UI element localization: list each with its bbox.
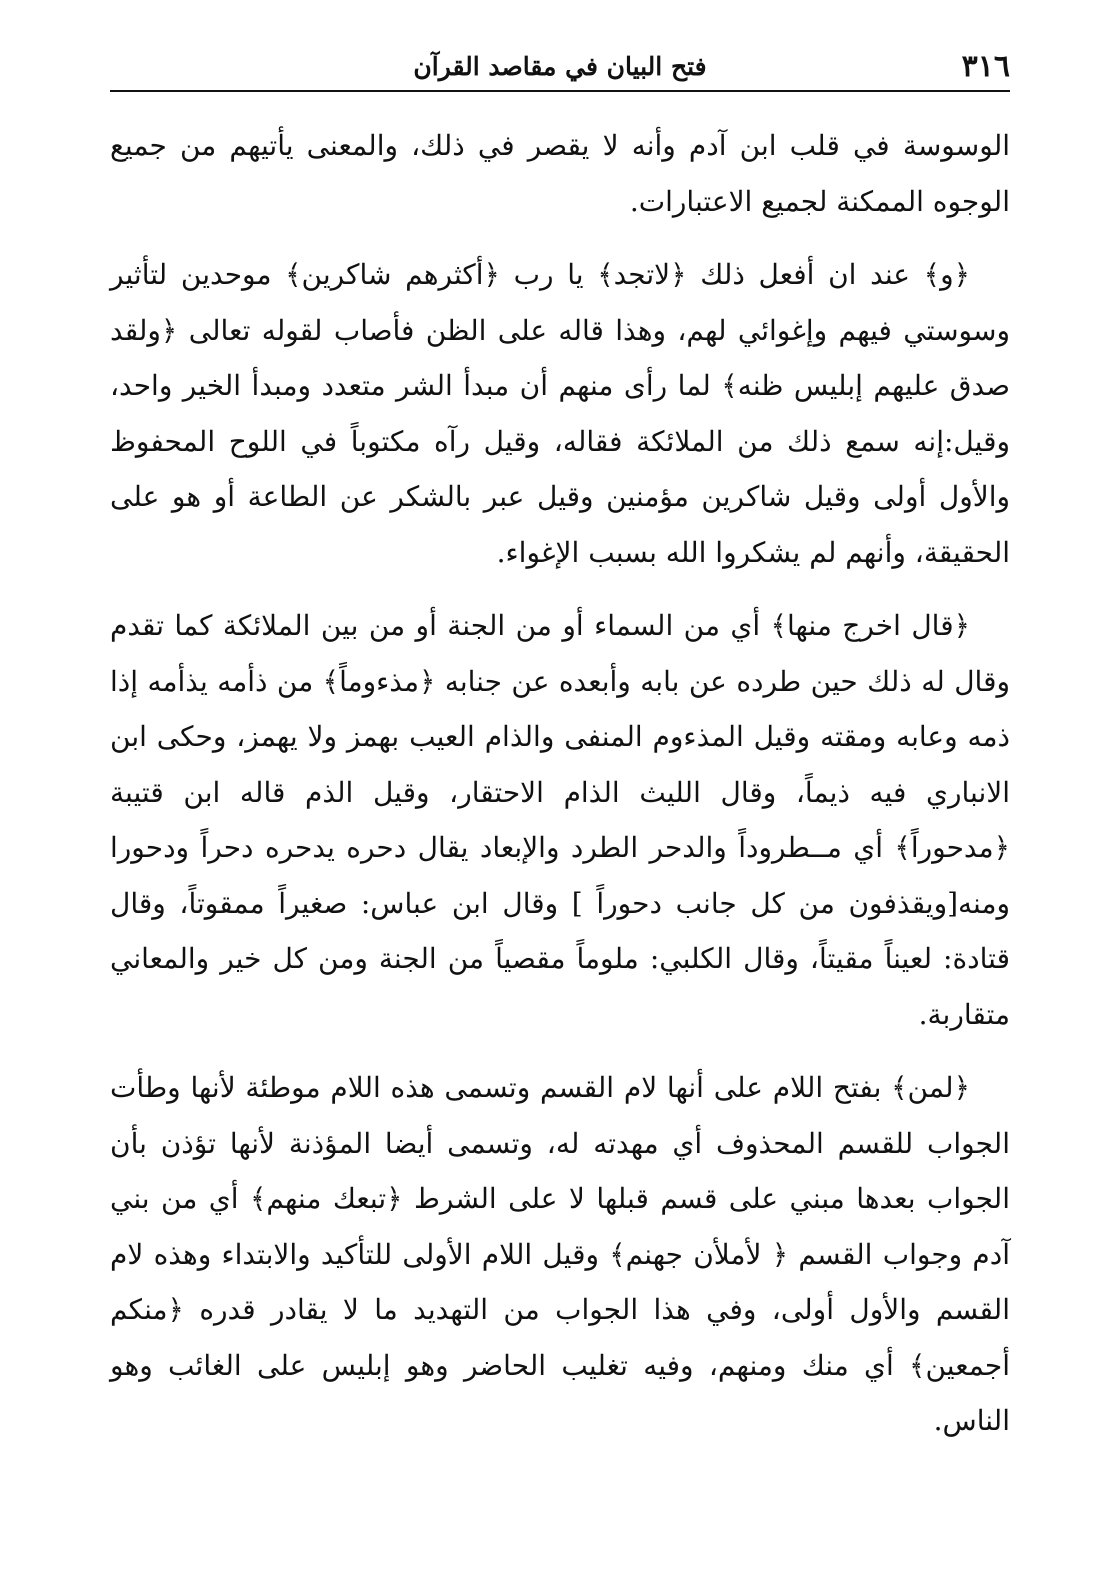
- paragraph-2: ﴿و﴾ عند ان أفعل ذلك ﴿لاتجد﴾ يا رب ﴿أكثرهم شاكرين﴾ موحدين لتأثير وسوستي فيهم وإغوائي لهم، وهذا قاله على الظن فأصاب لقوله تعالى ﴿ولقد صدق عليهم إبليس ظنه﴾ لما رأى منهم أن مبدأ الشر متعدد ومبدأ الخير واحد، وقيل:إنه سمع ذلك من الملائكة فقاله، وقيل رآه مكتوباً في اللوح المحفوظ والأول أولى وقيل شاكرين مؤمنين وقيل عبر بالشكر عن الطاعة أو هو على الحقيقة، وأنهم لم يشكروا الله بسبب الإغواء.: [110, 258, 1010, 569]
- page-header: [110, 44, 1010, 90]
- page-body: [110, 118, 1010, 1467]
- book-title: فتح البيان في مقاصد القرآن: [413, 52, 707, 81]
- page-number: ٣١٦: [961, 49, 1010, 84]
- paragraph-3: ﴿قال اخرج منها﴾ أي من السماء أو من الجنة أو من بين الملائكة كما تقدم وقال له ذلك حين طرده عن بابه وأبعده عن جنابه ﴿مذءوماً﴾ من ذأمه يذأمه إذا ذمه وعابه ومقته وقيل المذءوم المنفى والذام العيب بهمز ولا يهمز، وحكى ابن الانباري فيه ذيماً، وقال الليث الذام الاحتقار، وقيل الذم قاله ابن قتيبة ﴿مدحوراً﴾ أي مــطروداً والدحر الطرد والإبعاد يقال دحره يدحره دحراً ودحورا ومنه[ويقذفون من كل جانب دحوراً ] وقال ابن عباس: صغيراً ممقوتاً، وقال قتادة: لعيناً مقيتاً، وقال الكلبي: ملوماً مقصياً من الجنة ومن كل خير والمعاني متقاربة.: [110, 609, 1010, 1031]
- header-divider: [110, 90, 1010, 92]
- paragraph-4: ﴿لمن﴾ بفتح اللام على أنها لام القسم وتسمى هذه اللام موطئة لأنها وطأت الجواب للقسم المحذوف أي مهدته له، وتسمى أيضا المؤذنة لأنها تؤذن بأن الجواب بعدها مبني على قسم قبلها لا على الشرط ﴿تبعك منهم﴾ أي من بني آدم وجواب القسم ﴿ لأملأن جهنم﴾ وقيل اللام الأولى للتأكيد والابتداء وهذه لام القسم والأول أولى، وفي هذا الجواب من التهديد ما لا يقادر قدره ﴿منكم أجمعين﴾ أي منك ومنهم، وفيه تغليب الحاضر وهو إبليس على الغائب وهو الناس.: [110, 1071, 1011, 1437]
- paragraph-1: الوسوسة في قلب ابن آدم وأنه لا يقصر في ذلك، والمعنى يأتيهم من جميع الوجوه الممكنة لجميع الاعتبارات.: [110, 129, 1010, 218]
